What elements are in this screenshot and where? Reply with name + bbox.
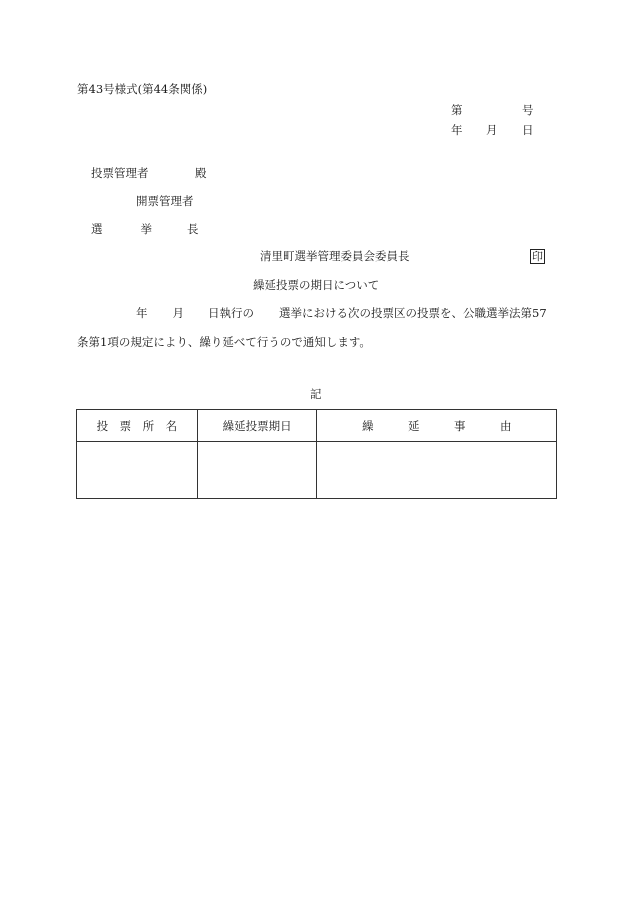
addressee-election-chief-char: 選 [91,222,103,236]
doc-number-prefix: 第 [451,103,463,117]
doc-number-suffix: 号 [522,103,534,117]
body-rest: 選挙における次の投票区の投票を、公職選挙法第57 [279,306,547,320]
document-subject: 繰延投票の期日について [253,278,380,292]
addressee-counting-manager: 開票管理者 [136,194,194,208]
body-month: 月 [172,306,184,320]
addressee-voting-manager: 投票管理者 [91,166,149,180]
addressee-election-chief-char: 挙 [140,222,152,236]
table-header-row [77,410,557,442]
sender-name: 清里町選挙管理委員会委員長 [260,249,410,263]
body-line-1 [77,308,547,320]
addressee-honorific: 殿 [195,166,207,180]
cell-polling-station[interactable] [77,442,198,499]
postponement-table [76,409,557,499]
date-month: 月 [486,123,498,137]
seal-mark: 印 [532,250,543,263]
body-day-exec: 日執行の [208,306,254,320]
date-year: 年 [451,123,463,137]
ki-heading: 記 [310,387,322,401]
table-row [77,442,557,499]
body-line-2: 条第1項の規定により、繰り延べて行うので通知します。 [77,335,371,349]
form-number: 第43号様式(第44条関係) [77,82,208,96]
cell-postponed-date[interactable] [197,442,317,499]
body-year: 年 [136,306,148,320]
cell-reason[interactable] [317,442,557,499]
date-day: 日 [522,123,534,137]
addressee-election-chief [91,224,199,236]
addressee-election-chief-char: 長 [187,222,199,236]
header-polling-station: 投 票 所 名 [77,410,198,442]
header-reason: 繰 延 事 由 [317,410,557,442]
header-postponed-date: 繰延投票期日 [197,410,317,442]
